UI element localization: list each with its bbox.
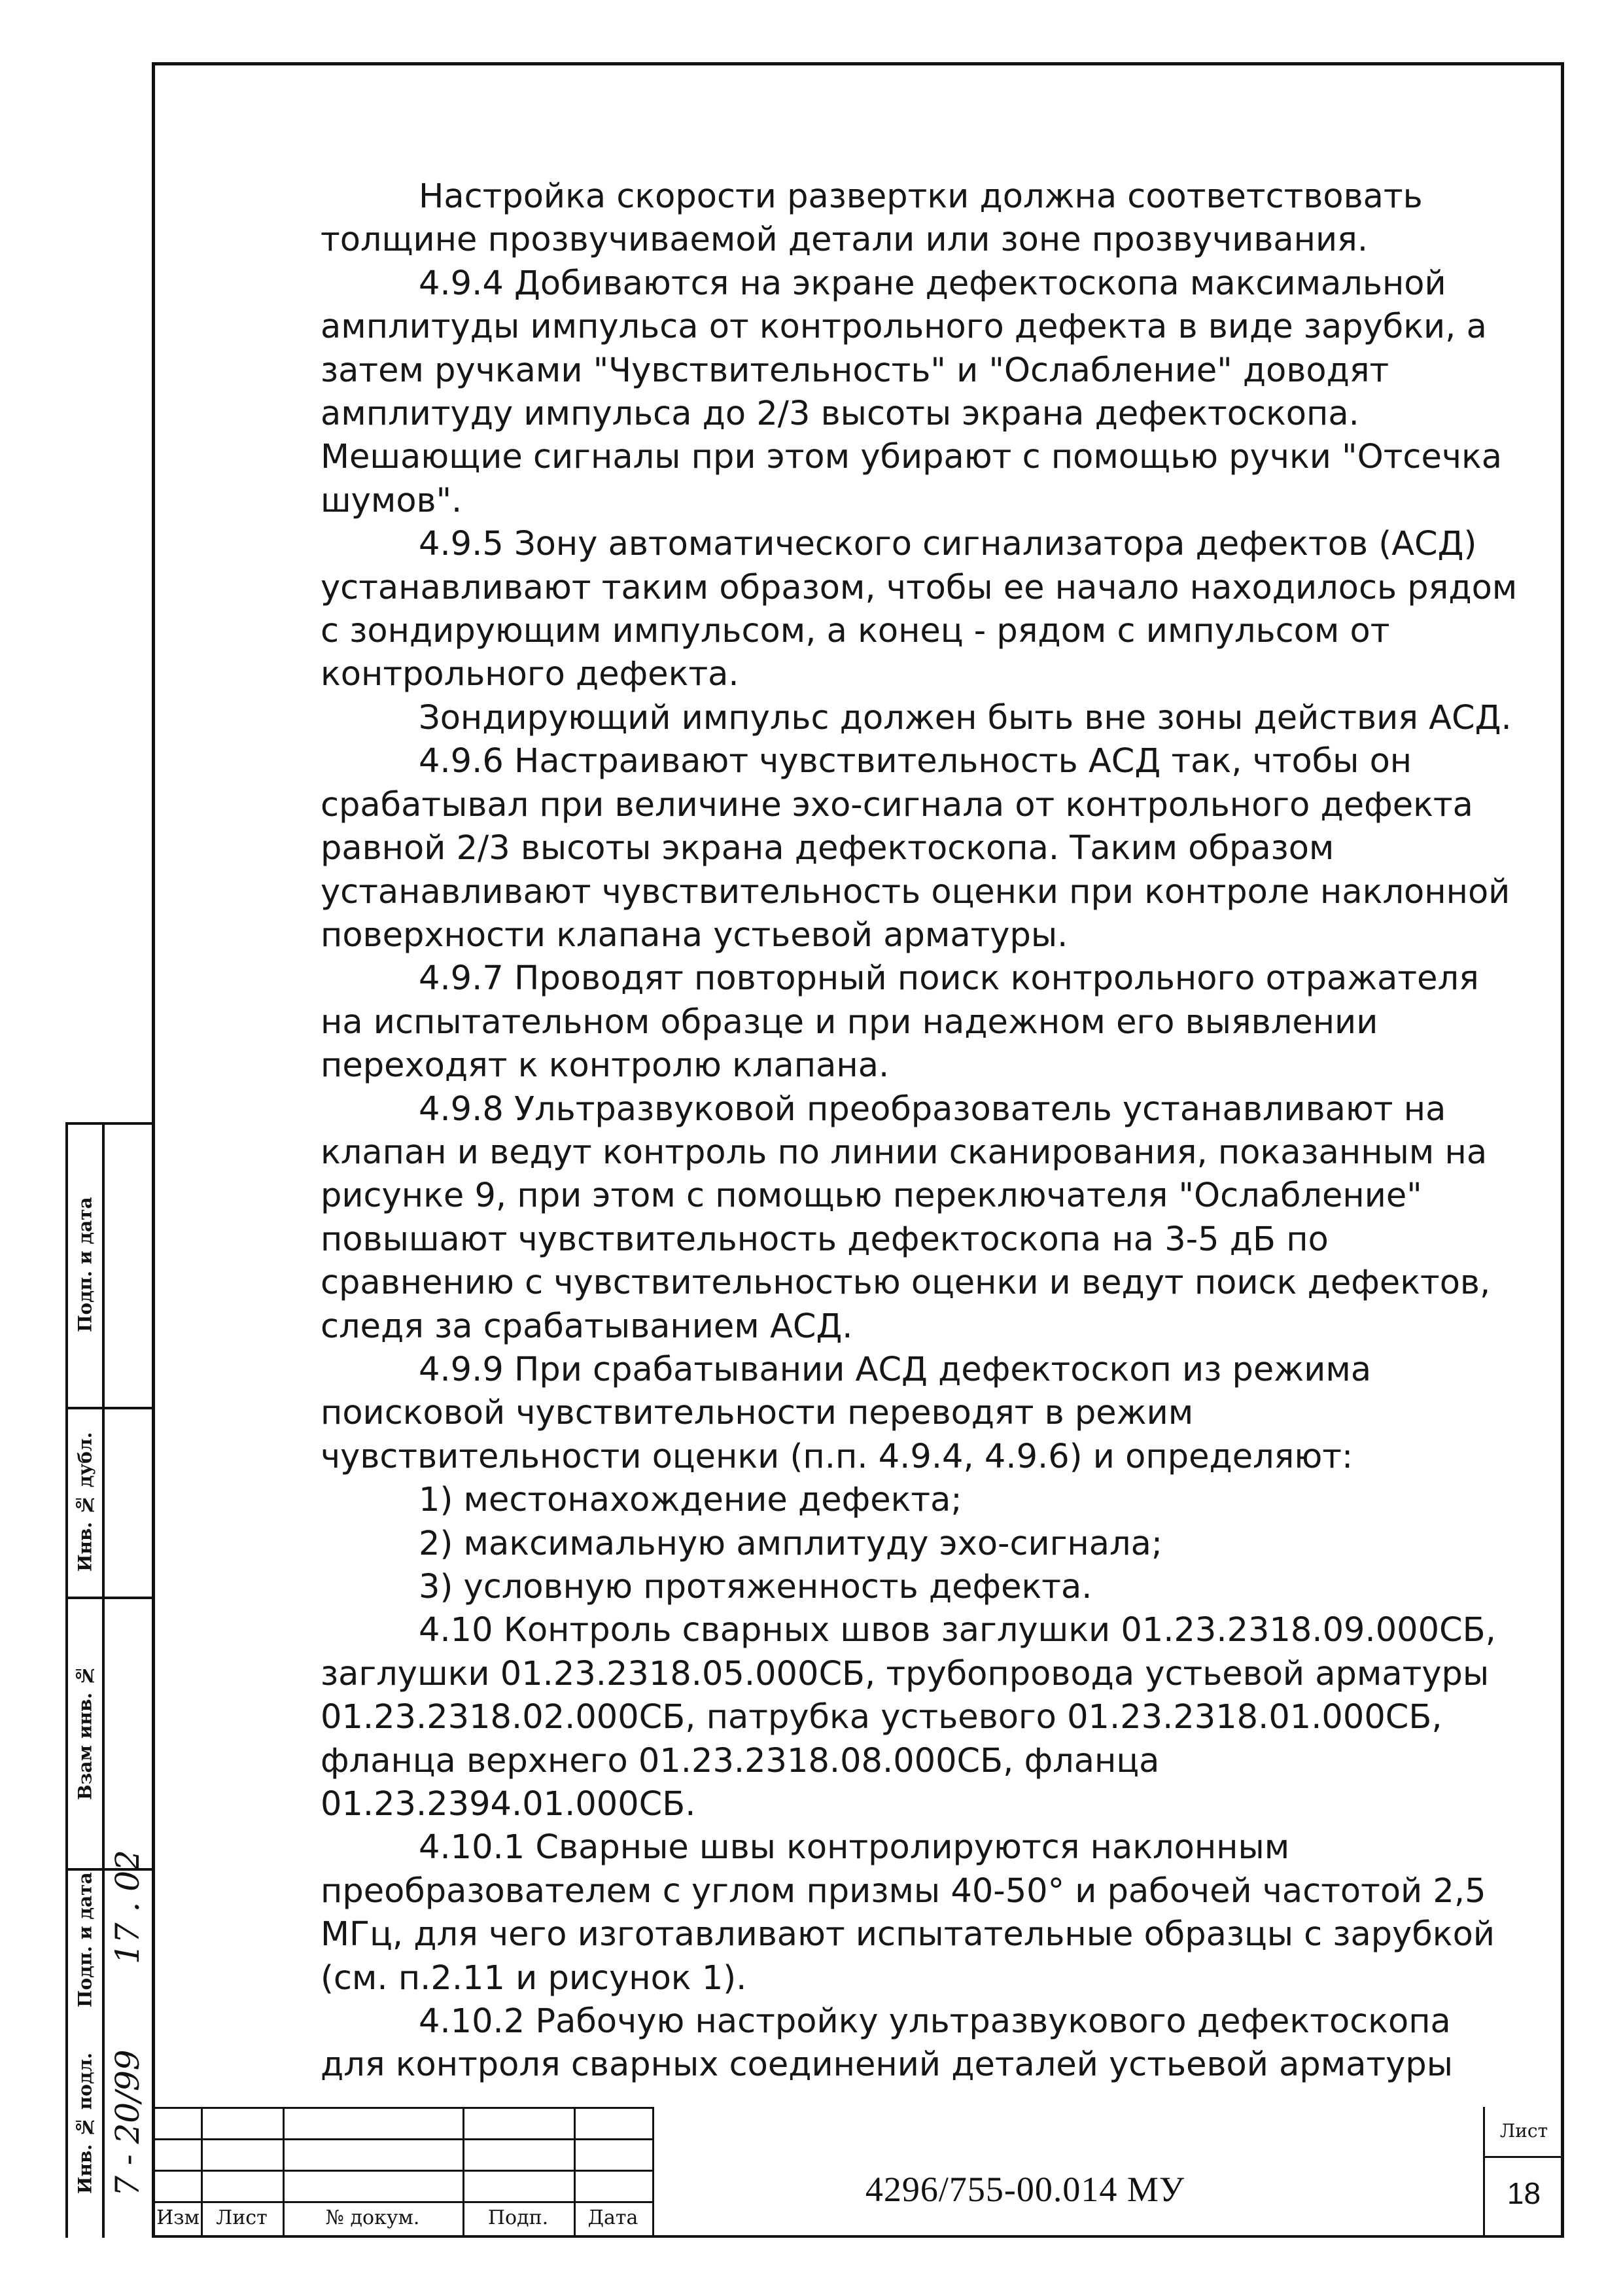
strip-label-vzam-inv: Взам инв. №	[74, 1665, 96, 1800]
tb-row-line	[155, 2107, 652, 2109]
paragraph: 4.10.1 Сварные швы контролируются наклонным преобразователем с углом призмы 40-50° и рабочей частотой 2,5 МГц, для чего изготавливают испытательные образцы с зарубкой (см. п.2.11 и рисунок 1).	[321, 1828, 1495, 1998]
list-item: 2) максимальную амплитуду эхо-сигнала;	[419, 1524, 1163, 1563]
frame-right-border	[1561, 62, 1564, 2238]
paragraph: 4.9.8 Ультразвуковой преобразователь устанавливают на клапан и ведут контроль по линии сканирования, показанным на рисунке 9, при этом с помощью переключателя "Ослабление" повышают чувствительность дефектоскопа на 3-5 дБ по сравнению с чувствительностью оценки и ведут поиск дефектов, следя за срабатыванием АСД.	[321, 1089, 1491, 1346]
tb-col-izm: Изм	[156, 2206, 200, 2229]
tb-col-line	[1483, 2107, 1485, 2235]
paragraph: 4.9.6 Настраивают чувствительность АСД так, чтобы он срабатывал при величине эхо-сигнала от контрольного дефекта равной 2/3 высоты экрана дефектоскопа. Таким образом устанавливают чувствительность оценки при контроле наклонной поверхности клапана устьевой арматуры.	[321, 742, 1510, 955]
paragraph: Зондирующий импульс должен быть вне зоны действия АСД.	[419, 698, 1512, 737]
frame-bottom-border	[152, 2235, 1563, 2238]
tb-row-line	[155, 2170, 652, 2172]
tb-col-list: Лист	[216, 2206, 268, 2229]
sheet-label: Лист	[1499, 2120, 1548, 2142]
handwritten-date: 17 . 02	[109, 1850, 147, 1965]
list-item: 3) условную протяженность дефекта.	[419, 1568, 1092, 1606]
binding-strip	[65, 1122, 152, 2238]
tb-sheet-divider	[1483, 2156, 1561, 2158]
frame-left-border	[152, 62, 155, 2238]
strip-label-inv-podl: Инв. № подл.	[74, 2053, 96, 2194]
document-code: 4296/755-00.014 МУ	[865, 2170, 1185, 2209]
tb-col-dokum: № докум.	[325, 2206, 420, 2229]
paragraph: 4.9.5 Зону автоматического сигнализатора дефектов (АСД) устанавливают таким образом, чтобы ее начало находилось рядом с зондирующим импульсом, а конец - рядом с импульсом от контрольного дефекта.	[321, 525, 1518, 694]
tb-row-line	[155, 2201, 652, 2203]
paragraph: 4.9.9 При срабатывании АСД дефектоскоп из режима поисковой чувствительности переводят в режим чувствительности оценки (п.п. 4.9.4, 4.9.6) и определяют:	[321, 1350, 1372, 1476]
paragraph: 4.9.4 Добиваются на экране дефектоскопа максимальной амплитуды импульса от контрольного дефекта в виде зарубки, а затем ручками "Чувствительность" и "Ослабление" доводят амплитуду импульса до 2/3 высоты экрана дефектоскопа. Мешающие сигналы при этом убирают с помощью ручки "Отсечка шумов".	[321, 264, 1503, 520]
paragraph: 4.9.7 Проводят повторный поиск контрольного отражателя на испытательном образце и при надежном его выявлении переходят к контролю клапана.	[321, 959, 1479, 1086]
tb-col-podp: Подп.	[487, 2206, 549, 2229]
paragraph: 4.10 Контроль сварных швов заглушки 01.23.2318.09.000СБ, заглушки 01.23.2318.05.000СБ, трубопровода устьевой арматуры 01.23.2318.02.000СБ, патрубка устьевого 01.23.2318.01.000СБ, фланца верхнего 01.23.2318.08.000СБ, фланца 01.23.2394.01.000СБ.	[321, 1611, 1496, 1824]
paragraph: 4.10.2 Рабочую настройку ультразвукового дефектоскопа для контроля сварных соединений деталей устьевой арматуры	[321, 2002, 1453, 2085]
strip-label-inv-dubl: Инв. № дубл.	[74, 1432, 96, 1572]
tb-row-line	[155, 2138, 652, 2140]
frame-top-border	[152, 62, 1563, 65]
strip-label-podp-data-2: Подп. и дата	[74, 1197, 96, 1332]
tb-col-data: Дата	[587, 2206, 638, 2229]
list-item: 1) местонахождение дефекта;	[419, 1481, 962, 1520]
paragraph: Настройка скорости развертки должна соответствовать толщине прозвучиваемой детали или зоне прозвучивания.	[321, 177, 1423, 260]
strip-label-podp-data-1: Подп. и дата	[74, 1872, 96, 2008]
sheet-number: 18	[1507, 2176, 1541, 2210]
document-body	[321, 175, 1518, 2087]
handwritten-inv-number: 7 - 20/99	[109, 2049, 147, 2197]
title-block	[155, 2107, 1561, 2235]
